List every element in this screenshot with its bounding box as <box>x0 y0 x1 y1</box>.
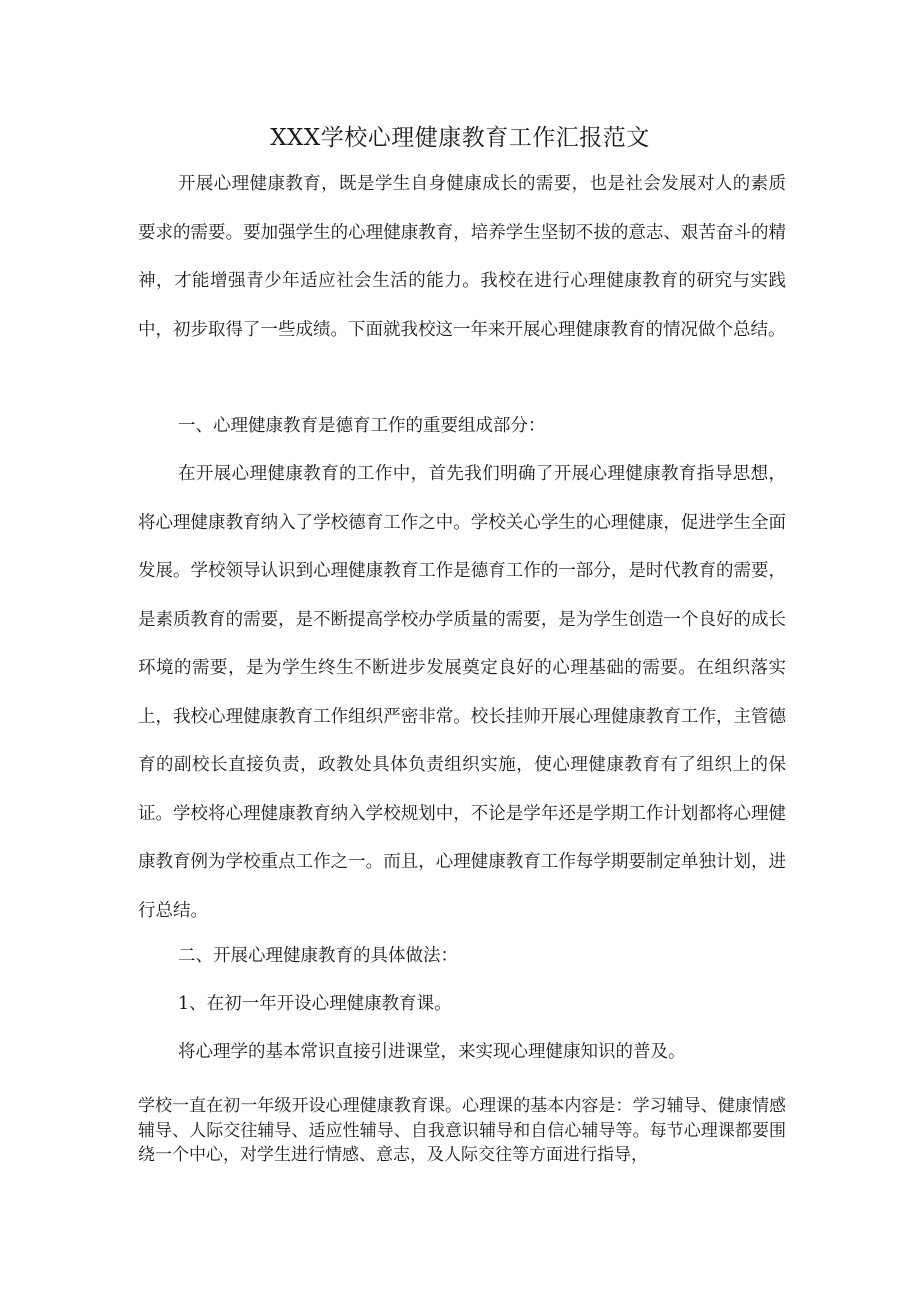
subsection-heading-1: 1、在初一年开设心理健康教育课。 <box>178 994 452 1014</box>
section-1-paragraph: 在开展心理健康教育的工作中，首先我们明确了开展心理健康教育指导思想，将心理健康教育纳入了学校德育工作之中。学校关心学生的心理健康，促进学生全面发展。学校领导认识到心理健康教育工作是德育工作的一部分，是时代教育的需要，是素质教育的需要，是不断提高学校办学质量的需要，是为学生创造一个良好的成长环境的需要，是为学生终生不断进步发展奠定良好的心理基础的需要。在组织落实上，我校心理健康教育工作组织严密非常。校长挂帅开展心理健康教育工作，主管德育的副校长直接负责，政教处具体负责组织实施，使心理健康教育有了组织上的保证。学校将心理健康教育纳入学校规划中，不论是学年还是学期工作计划都将心理健康教育例为学校重点工作之一。而且，心理健康教育工作每学期要制定单独计划，进行总结。 <box>138 464 786 921</box>
section-heading-1: 一、心理健康教育是德育工作的重要组成部分： <box>178 416 546 436</box>
section-heading-2: 二、开展心理健康教育的具体做法： <box>178 946 458 966</box>
subsection-1-intro: 将心理学的基本常识直接引进课堂，来实现心理健康知识的普及。 <box>178 1042 686 1062</box>
intro-paragraph: 开展心理健康教育，既是学生自身健康成长的需要，也是社会发展对人的素质要求的需要。要加强学生的心理健康教育，培养学生坚韧不拔的意志、艰苦奋斗的精神，才能增强青少年适应社会生活的能力。我校在进行心理健康教育的研究与实践中，初步取得了一些成绩。下面就我校这一年来开展心理健康教育的情况做个总结。 <box>138 174 786 340</box>
subsection-1-paragraph: 学校一直在初一年级开设心理健康教育课。心理课的基本内容是：学习辅导、健康情感辅导、人际交往辅导、适应性辅导、自我意识辅导和自信心辅导等。每节心理课都要围绕一个中心，对学生进行情感、意志，及人际交往等方面进行指导， <box>138 1096 786 1165</box>
document-title: XXX学校心理健康教育工作汇报范文 <box>270 125 650 151</box>
